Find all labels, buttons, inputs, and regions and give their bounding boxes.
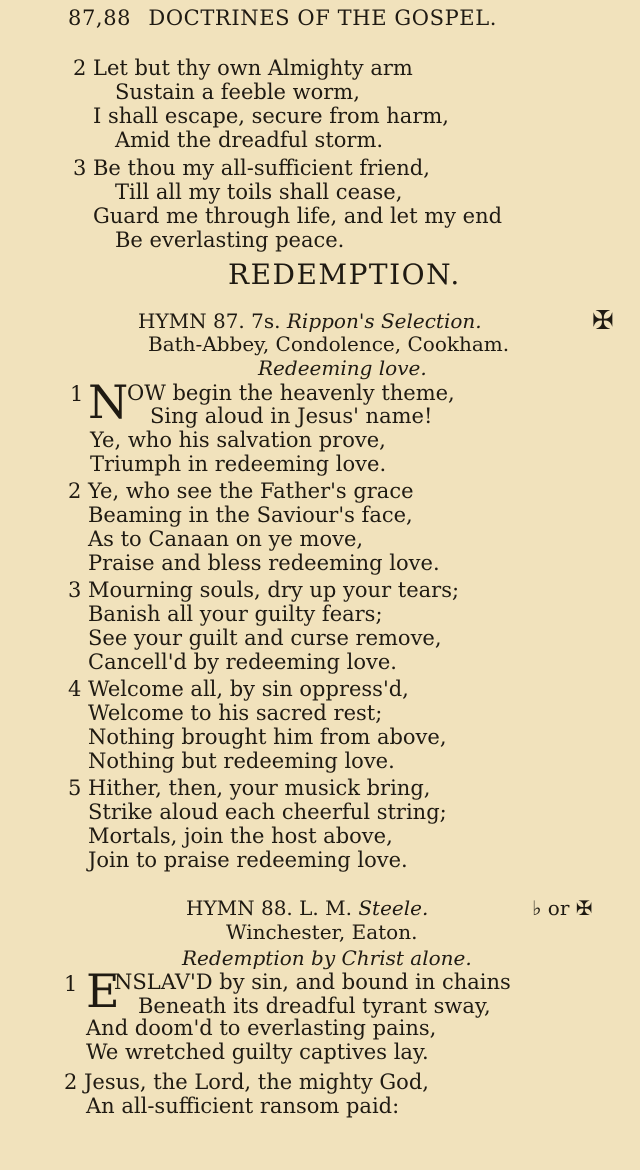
verse-line: 3 Mourning souls, dry up your tears; (68, 578, 460, 602)
verse-line: As to Canaan on ye move, (88, 527, 364, 551)
verse-line: Beneath its dreadful tyrant sway, (138, 994, 491, 1018)
verse-line: 3 Be thou my all-sufficient friend, (73, 156, 430, 180)
running-header (68, 6, 568, 30)
verse-line: Guard me through life, and let my end (93, 204, 503, 228)
verse-line: Triumph in redeeming love. (90, 452, 387, 476)
tune-names: Bath-Abbey, Condolence, Cookham. (148, 332, 510, 356)
section-title: REDEMPTION. (228, 258, 461, 291)
verse-line: Mortals, join the host above, (88, 824, 393, 848)
verse-line: Sustain a feeble worm, (115, 80, 360, 104)
hymn-subtitle: Redemption by Christ alone. (182, 946, 472, 970)
verse-line: Sing aloud in Jesus' name! (150, 404, 433, 428)
tune-names: Winchester, Eaton. (226, 920, 418, 944)
verse-line: Join to praise redeeming love. (88, 848, 408, 872)
verse-line: 2 Jesus, the Lord, the mighty God, (64, 1070, 429, 1094)
verse-line: Nothing but redeeming love. (88, 749, 395, 773)
verse-number: 2 (73, 56, 87, 80)
verse-line: 4 Welcome all, by sin oppress'd, (68, 677, 409, 701)
verse-line: NSLAV'D by sin, and bound in chains (114, 970, 511, 994)
hymn-heading: HYMN 88. L. M. Steele. (186, 896, 429, 920)
verse-line: 2 Ye, who see the Father's grace (68, 479, 414, 503)
cross-mark-icon: ✠ (592, 306, 614, 336)
verse-number: 1 (64, 972, 78, 996)
verse-line: Praise and bless redeeming love. (88, 551, 440, 575)
verse-line: Ye, who his salvation prove, (90, 428, 386, 452)
verse-line: 2 Let but thy own Almighty arm (73, 56, 413, 80)
verse-line: And doom'd to everlasting pains, (86, 1016, 437, 1040)
verse-line: I shall escape, secure from harm, (93, 104, 449, 128)
running-title: DOCTRINES OF THE GOSPEL. (148, 6, 498, 30)
verse-number: 3 (73, 156, 87, 180)
verse-line: Be everlasting peace. (115, 228, 345, 252)
verse-line: OW begin the heavenly theme, (127, 381, 455, 405)
verse-number: 5 (68, 776, 82, 800)
drop-cap: E (86, 964, 120, 1018)
verse-number: 1 (70, 382, 84, 406)
verse-line: Welcome to his sacred rest; (88, 701, 383, 725)
verse-line: Nothing brought him from above, (88, 725, 447, 749)
verse-line: Amid the dreadful storm. (115, 128, 384, 152)
verse-number: 3 (68, 578, 82, 602)
verse-number: 4 (68, 677, 82, 701)
drop-cap: N (88, 375, 129, 429)
verse-number: 2 (68, 479, 82, 503)
verse-line: Cancell'd by redeeming love. (88, 650, 397, 674)
hymn-subtitle: Redeeming love. (258, 356, 427, 380)
verse-line: Strike aloud each cheerful string; (88, 800, 447, 824)
flat-or-cross-mark-icon: ♭ or ✠ (532, 896, 593, 920)
verse-line: See your guilt and curse remove, (88, 626, 442, 650)
hymn-heading: HYMN 87. 7s. Rippon's Selection. (138, 309, 482, 333)
page-numbers: 87,88 (68, 6, 132, 30)
verse-line: We wretched guilty captives lay. (86, 1040, 429, 1064)
verse-line: Till all my toils shall cease, (115, 180, 403, 204)
verse-line: 5 Hither, then, your musick bring, (68, 776, 431, 800)
verse-line: An all-sufficient ransom paid: (86, 1094, 400, 1118)
verse-line: Banish all your guilty fears; (88, 602, 383, 626)
verse-line: Beaming in the Saviour's face, (88, 503, 413, 527)
verse-number: 2 (64, 1070, 78, 1094)
